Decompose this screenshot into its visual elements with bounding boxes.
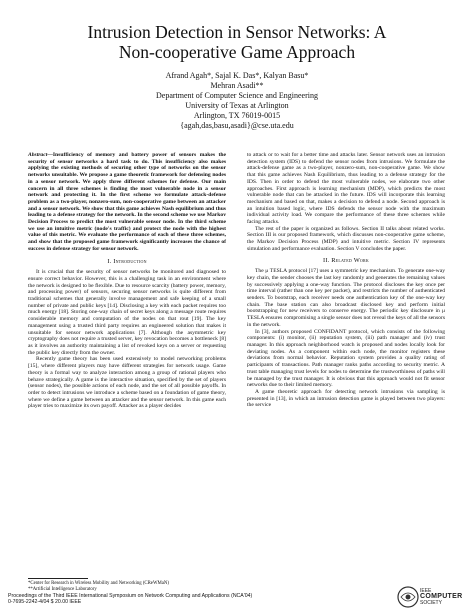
proceedings-title: Proceedings of the Third IEEE International Symposium on Network Computing and Applications (NCA'04) [8,593,253,599]
left-column [28,152,226,410]
footnote-1: *Center for Research in Wireless Mobility and Networking (CReWMaN) [28,581,169,586]
intro-paragraph-outline: The rest of the paper is organized as follows. Section II talks about related works. Section III is our proposed framework, which discusses non-cooperative game scheme, the Markov Decision Process (MDP) and intuitive metric. Section IV represents simulation and performance evaluation. Section V concludes the paper. [247,225,445,252]
footnote-rule [28,578,88,579]
abstract [28,152,226,253]
author-names: Afrand Agah*, Sajal K. Das*, Kalyan Basu* [165,71,309,80]
title-line-2: Non-cooperative Game Approach [118,42,356,62]
proceedings-isbn: 0-7695-2242-4/04 $ 20.00 IEEE [8,599,82,606]
intro-paragraph-continued: to attack or to wait for a better time and attacks later. Sensor network uses an intrusion detection system (IDS) to defend the sensor nodes from intrusions. We formulate the attack-defense game as a two-player, nonzero-sum, non-cooperative game. We show that this game achieves Nash Equilibrium, thus leading to a defense strategy for the IDS. Then in order to defend the most vulnerable nodes, we elaborate two other approaches. First approach is learning mechanism (MDP), which predicts the most vulnerable node that can be attacked in the future. IDS will incorporate this learning mechanism and based on that, makes a decision to defend a node. Second approach is an intuition based logic, where IDS defends the sensor node with the maximum individual activity load. We compare the performance of these three schemes while facing attacks. [247,152,445,226]
footnote-2: **Artificial Intelligence Laboratory [28,587,97,592]
related-paragraph-2: In [3], authors proposed CONFIDANT protocol, which consists of the following components: (i) monitor, (ii) reputation system, (iii) path manager and (iv) trust manager. In this approach neighborhood watch is proposed and nodes locally look for deviating nodes. As a component within each node, the monitor registers these deviations from normal behavior. Reputation system provides a quality rating of participants of transactions. Path manager ranks paths according to security metric. A trust table managing trust levels for nodes to determine the trustworthiness of paths will be managed by the trust manager. It is obvious that this approach would not fit sensor networks due to their limited memory. [247,328,445,389]
paper-title [40,22,434,62]
section-heading-introduction: I. Introduction [107,257,147,265]
footnotes [28,578,226,593]
logo-word-computer: COMPUTER [420,593,463,600]
logo-word-ieee: IEEE [420,588,432,594]
logo-wordmark [420,588,466,606]
intro-paragraph-2: Recently game theory has been used extensively to model networking problems [15], where different players may have different strategies for network usage. Game theory is a formal way to analyze interaction among a group of rational players who behave strategically. A game is the interactive situation, specified by the set of players (sensor nodes), the possible actions of each node, and the set of all possible payoffs. In order to detect intrusions we introduce a scheme based on a foundation of game theory, where we define a game between an attacker and the sensor network. In this game each player tries to maximize its own payoff. Attacker as a player decides [28,356,226,410]
related-paragraph-3: A game theoretic approach for detecting network intrusions via sampling is presented in [13], in which an intrusion detection game is played between two players: the service [247,388,445,409]
proceedings-footer [8,593,388,606]
related-paragraph-1: The μ TESLA protocol [17] uses a symmetric key mechanism. To generate one-way key chain, the sender chooses the last key randomly and generates the remaining values by successively applying a one-way function. The protocol discloses the key once per time interval (rather than one key per packet), and restricts the number of authenticated senders. To bootstrap, each receiver needs one authentication key of the one-way key chain. The base station can also broadcast disclosed key and perform initial bootstrapping for new receivers to conserve energy. The periodic key disclosure in μ TESLA ensures compromising a single sensor does not reveal the keys of all the sensors in the network. [247,268,445,328]
affiliation-address: Arlington, TX 76019-0015 [193,111,281,120]
abstract-text: Insufficiency of memory and battery power of sensors makes the security of sensor networks a hard task to do. This insufficiency also makes applying the existing methods of securing other type of networks on the sensor networks unsuitable. We propose a game theoretic framework for defensing nodes in a sensor network. We apply three different schemes for defense. Our main concern in all three schemes is finding the most vulnerable node in a sensor network and protecting it. In the first scheme we formulate attack-defense problem as a two-player, nonzero-sum, non-cooperative game between an attacker and a sensor network. We show that this game achieves Nash equilibrium and thus leading to a defense strategy for the network. In the second scheme we use Markov Decision Process to predict the most vulnerable sensor node. In the third scheme we use an intuitive metric (node's traffic) and protect the node with the highest value of this metric. We evaluate the performance of each of these three schemes, and show that the proposed game framework significantly increases the chance of success in defense strategy for sensor network. [28,152,226,252]
author-block [100,71,374,131]
author-names-2: Mehran Asadi** [210,81,264,90]
intro-paragraph-1: It is crucial that the security of sensor networks be monitored and diagnosed to ensure correct behavior. However, this is a challenging task in an environment where the network is designed to be flexible. Due to resource scarcity (battery power, memory, and processing power) of sensors, securing sensor networks is quite different from traditional schemes that generally involve management and safe keeping of a small number of private and public keys [14]. Disclosing a key with each packet requires too much energy [18]. Storing one-way chain of secret keys along a message route requires considerable memory and computation of the nodes on that rout [19]. The key management using a trusted third party requires an engineered solution that makes it unsuitable for sensor network applications [7]. Although the asymmetric key cryptography does not require a trusted server, key revocation becomes a bottleneck [8] as it involves an authority maintaining a list of revoked keys on a server or requesting the public key directly from the owner. [28,269,226,356]
affiliation-university: University of Texas at Arlington [185,101,289,110]
affiliation-department: Department of Computer Science and Engineering [156,91,318,100]
logo-word-society: SOCIETY [420,600,442,606]
abstract-lead: Abstract— [28,152,53,158]
author-emails: {agah,das,basu,asadi}@cse.uta.edu [180,121,294,130]
section-heading-related-work: II. Related Work [323,256,369,264]
right-column [247,152,445,409]
title-line-1: Intrusion Detection in Sensor Networks: A [87,22,387,42]
